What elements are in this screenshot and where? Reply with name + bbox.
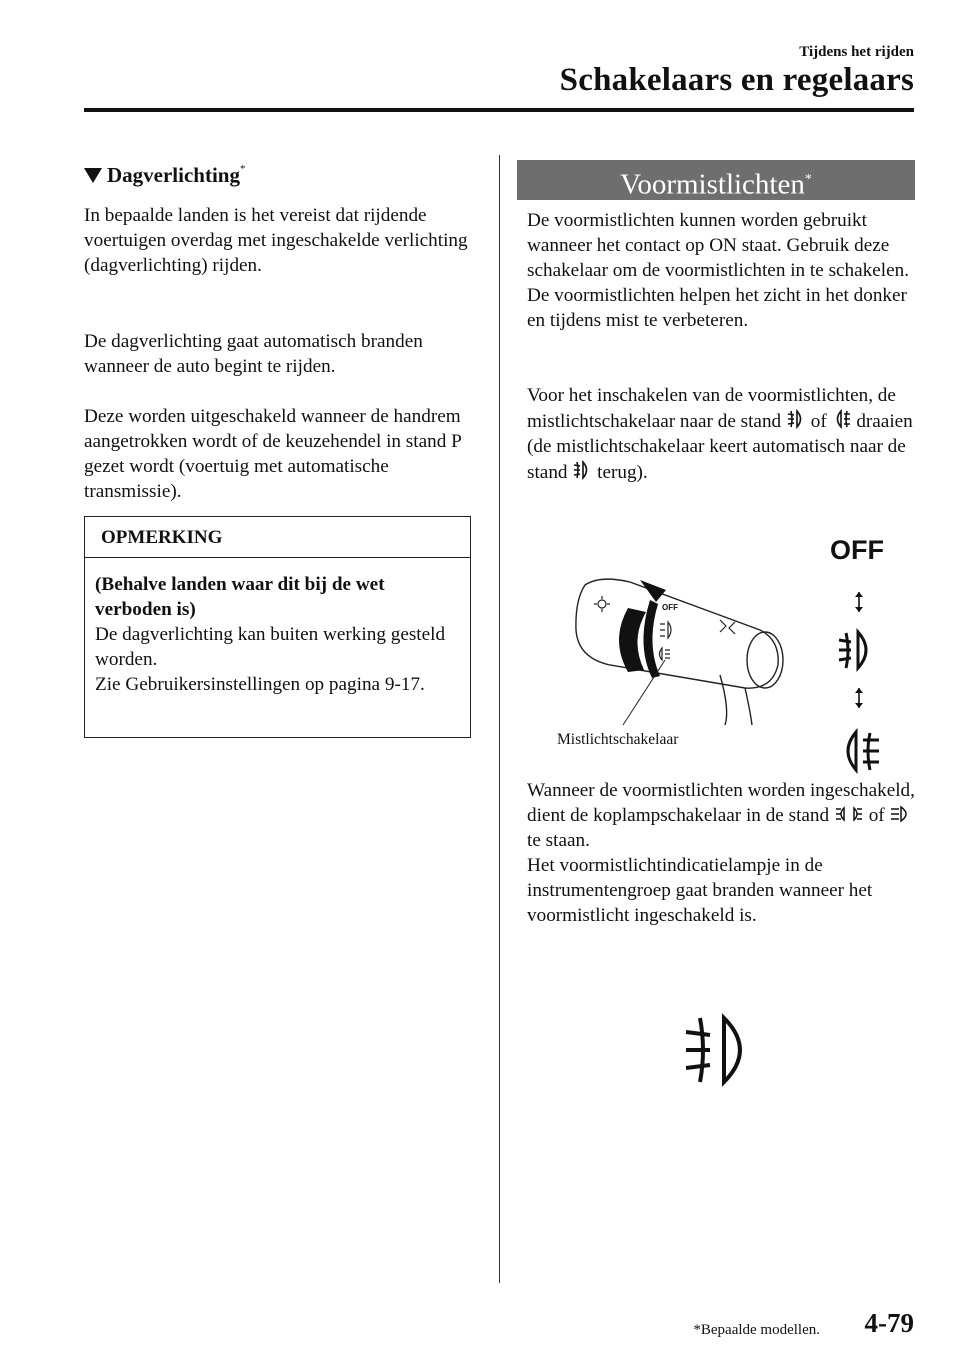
paragraph: In bepaalde landen is het vereist dat rijdende voertuigen overdag met ingeschakelde verlichting (dagverlichting) rijden.	[84, 205, 468, 276]
header-rule	[84, 108, 914, 112]
text-run: Voor het inschakelen van de voormistlichten, de mistlichtschakelaar naar de stand	[527, 385, 896, 432]
note-bold-line: (Behalve landen waar dit bij de wet verboden is)	[95, 574, 385, 620]
footnote: *Bepaalde modellen.	[693, 1322, 820, 1338]
front-fog-light-icon	[836, 628, 878, 672]
off-position-label: OFF	[830, 535, 884, 565]
text-run: of	[868, 805, 885, 826]
front-fog-indicator-icon	[682, 1010, 762, 1090]
section-name: Tijdens het rijden	[799, 44, 914, 60]
heading-text: Dagverlichting	[107, 163, 240, 187]
note-line: Zie Gebruikersinstellingen op pagina 9-17.	[95, 674, 425, 695]
note-body	[85, 558, 470, 697]
double-arrow-icon	[848, 686, 870, 710]
section-heading-dagverlichting	[84, 163, 474, 188]
headlight-icon	[889, 804, 911, 824]
paragraph: Deze worden uitgeschakeld wanneer de handrem aangetrokken wordt of de keuzehendel in stand P gezet wordt (voertuig met automatische transmissie).	[84, 406, 462, 502]
fog-light-switch-illustration	[540, 560, 800, 730]
text-run: Wanneer de voormistlichten worden ingeschakeld, dient de koplampschakelaar in de stand	[527, 780, 915, 826]
page-title: Schakelaars en regelaars	[559, 62, 914, 98]
front-fog-light-icon	[572, 459, 592, 481]
note-title: OPMERKING	[85, 517, 470, 558]
text-run: draaien (de mistlichtschakelaar keert automatisch naar de stand	[527, 411, 913, 483]
footnote-asterisk: *	[804, 172, 812, 187]
note-box	[84, 516, 471, 738]
rear-fog-light-icon	[832, 408, 852, 430]
text-run: terug).	[597, 462, 648, 483]
front-fog-light-icon	[786, 408, 806, 430]
paragraph: De voormistlichten kunnen worden gebruikt wanneer het contact op ON staat. Gebruik deze schakelaar om de voormistlichten in te schakelen. De voormistlichten helpen het zicht in het donker en tijdens mist te verbeteren.	[527, 210, 910, 331]
triangle-bullet-icon	[84, 168, 102, 183]
text-run: te staan.	[527, 830, 590, 851]
paragraph: Het voormistlichtindicatielampje in de instrumentengroep gaat branden wanneer het voormistlicht ingeschakeld is.	[527, 855, 873, 926]
paragraph: De dagverlichting gaat automatisch branden wanneer de auto begint te rijden.	[84, 331, 423, 377]
section-banner	[517, 160, 915, 200]
paragraph-headlight-switch	[527, 778, 919, 853]
stalk-off-label: OFF	[662, 603, 678, 612]
text-run: of	[810, 411, 827, 432]
diagram-label: Mistlichtschakelaar	[557, 731, 679, 748]
footnote-asterisk: *	[239, 163, 246, 175]
paragraph-fog-switch	[527, 383, 919, 485]
note-line: De dagverlichting kan buiten werking gesteld worden.	[95, 624, 446, 670]
column-divider	[499, 155, 500, 1283]
parking-light-icon	[834, 804, 864, 824]
page-number: 4-79	[864, 1308, 914, 1338]
banner-text: Voormistlichten	[620, 168, 805, 201]
front-and-rear-fog-light-icon	[836, 728, 882, 774]
double-arrow-icon	[848, 590, 870, 614]
